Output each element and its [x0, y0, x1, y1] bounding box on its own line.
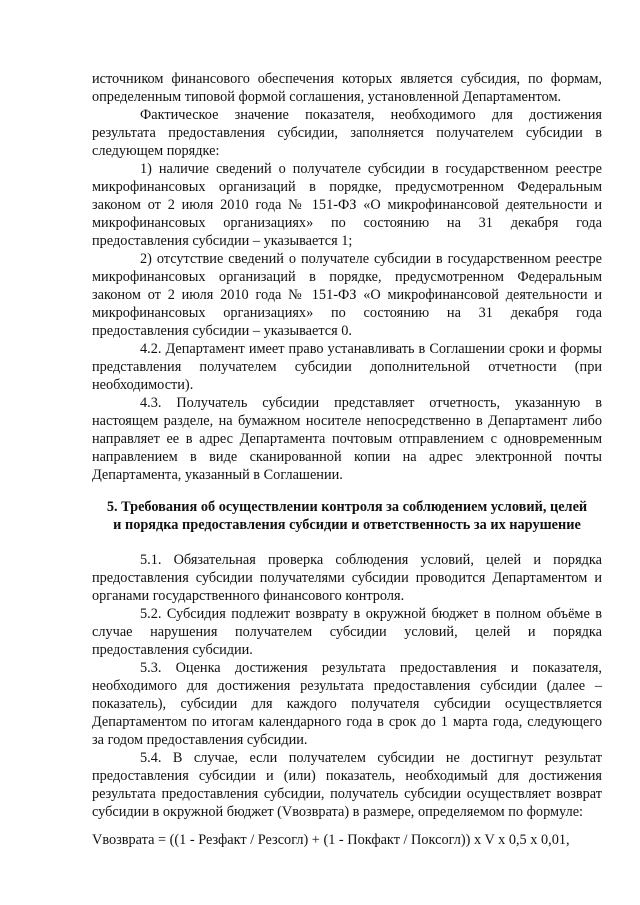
paragraph-5-4: 5.4. В случае, если получателем субсидии не достигнут результат предоставления субсидии и (или) показатель, необходимый для достижения результата предоставления субсидии, получатель субсидии осуществляет возврат субсидии в окружной бюджет (Vвозврата) в размере, определяемом по формуле:: [92, 750, 602, 820]
fact-value-paragraph: Фактическое значение показателя, необходимого для достижения результата предоставления субсидии, заполняется получателем субсидии в следующем порядке:: [92, 107, 602, 159]
section-5-heading: [92, 498, 602, 534]
paragraph-4-2: 4.2. Департамент имеет право устанавливать в Соглашении сроки и формы представления получателем субсидии дополнительной отчетности (при необходимости).: [92, 341, 602, 393]
document-page: [92, 70, 602, 849]
paragraph-5-3: 5.3. Оценка достижения результата предоставления и показателя, необходимого для достижения результата предоставления субсидии (далее – показатель), субсидии для каждого получателя субсидии осуществляется Департаментом по итогам календарного года в срок до 1 марта года, следующего за годом предоставления субсидии.: [92, 660, 602, 748]
section-5-heading-line-2: и порядка предоставления субсидии и ответственность за их нарушение: [113, 517, 581, 533]
paragraph-5-1: 5.1. Обязательная проверка соблюдения условий, целей и порядка предоставления субсидии получателями субсидии проводится Департаментом и органами государственного финансового контроля.: [92, 552, 602, 604]
paragraph-4-3: 4.3. Получатель субсидии представляет отчетность, указанную в настоящем разделе, на бумажном носителе непосредственно в Департамент либо направляет ее в адрес Департамента почтовым отправлением с одновременным направлением в виде сканированной копии на адрес электронной почты Департамента, указанный в Соглашении.: [92, 395, 602, 483]
refund-formula: Vвозврата = ((1 - Резфакт / Резсогл) + (1 - Покфакт / Поксогл)) x V x 0,5 x 0,01,: [92, 832, 570, 848]
paragraph-5-2: 5.2. Субсидия подлежит возврату в окружной бюджет в полном объёме в случае нарушения получателем субсидии условий, целей и порядка предоставления субсидии.: [92, 606, 602, 658]
section-5-heading-line-1: 5. Требования об осуществлении контроля за соблюдением условий, целей: [106, 499, 588, 515]
intro-continuation-paragraph: источником финансового обеспечения которых является субсидия, по формам, определенным типовой формой соглашения, установленной Департаментом.: [92, 71, 602, 105]
list-item-1: 1) наличие сведений о получателе субсидии в государственном реестре микрофинансовых организаций в порядке, предусмотренном Федеральным законом от 2 июля 2010 года № 151-ФЗ «О микрофинансовой деятельности и микрофинансовых организациях» по состоянию на 31 декабря года предоставления субсидии – указывается 1;: [92, 161, 602, 249]
list-item-2: 2) отсутствие сведений о получателе субсидии в государственном реестре микрофинансовых организаций в порядке, предусмотренном Федеральным законом от 2 июля 2010 года № 151-ФЗ «О микрофинансовой деятельности и микрофинансовых организациях» по состоянию на 31 декабря года предоставления субсидии – указывается 0.: [92, 251, 602, 339]
